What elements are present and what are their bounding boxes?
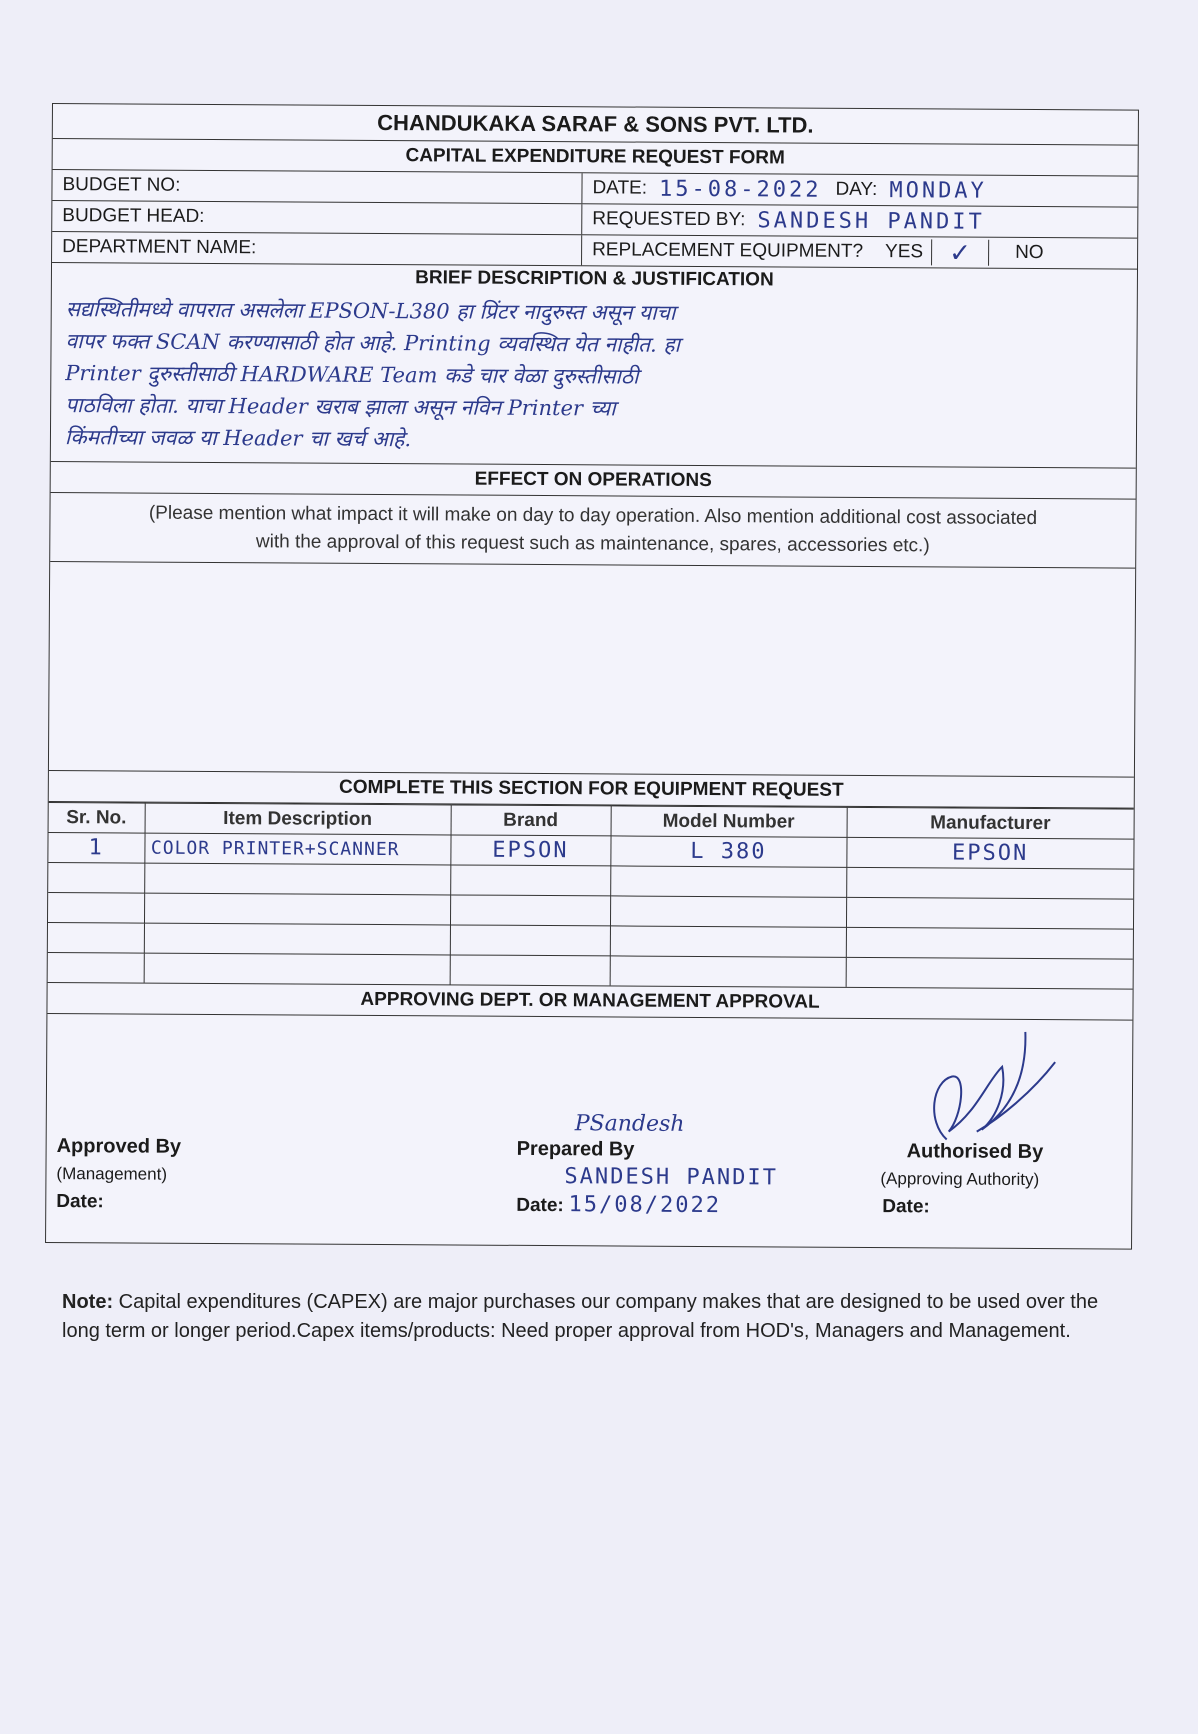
col-brand: Brand: [451, 805, 611, 836]
justification-heading: BRIEF DESCRIPTION & JUSTIFICATION: [415, 267, 774, 291]
effect-note-line: (Please mention what impact it will make on day to day operation. Also mention additional cost associated: [148, 502, 1038, 530]
budget-no-label: BUDGET NO:: [52, 170, 582, 203]
requested-by-label: REQUESTED BY:: [592, 208, 746, 231]
cell-manufacturer[interactable]: EPSON: [846, 837, 1133, 869]
approval-section: [46, 1014, 1132, 1249]
justification-line: Printer दुरुस्तीसाठी HARDWARE Team कडे चार वेळा दुरुस्तीसाठी: [65, 361, 639, 389]
col-sr-no: Sr. No.: [49, 802, 145, 833]
cell-sr-no[interactable]: [48, 892, 144, 923]
effect-note-row: [50, 493, 1135, 569]
company-name: CHANDUKAKA SARAF & SONS PVT. LTD.: [53, 104, 1138, 146]
effect-heading: EFFECT ON OPERATIONS: [51, 462, 1136, 500]
cell-sr-no[interactable]: [48, 862, 144, 893]
cell-model-number[interactable]: [610, 926, 846, 957]
authorised-by-sub: (Approving Authority): [880, 1169, 1040, 1190]
cell-brand[interactable]: [450, 955, 610, 985]
equipment-heading: COMPLETE THIS SECTION FOR EQUIPMENT REQUEST: [49, 771, 1134, 809]
approved-by-label: Approved By: [56, 1135, 182, 1158]
replacement-cell: [582, 235, 1137, 268]
col-item-description: Item Description: [145, 803, 451, 835]
note-label: Note:: [62, 1291, 114, 1313]
requested-by-value: SANDESH PANDIT: [757, 207, 985, 235]
justification-text: [51, 289, 694, 465]
cell-model-number[interactable]: [610, 896, 846, 927]
cell-item-description[interactable]: [144, 893, 450, 925]
cell-manufacturer[interactable]: [846, 957, 1133, 988]
day-label: DAY:: [835, 178, 878, 201]
effect-note: [50, 493, 1135, 568]
date-label: DATE:: [592, 177, 648, 199]
cell-sr-no[interactable]: [48, 922, 144, 953]
authorised-date-label: Date:: [882, 1196, 930, 1218]
cell-item-description[interactable]: COLOR PRINTER+SCANNER: [144, 833, 450, 865]
cell-manufacturer[interactable]: [846, 897, 1133, 929]
prepared-signature: PSandesh: [574, 1111, 685, 1137]
cell-brand[interactable]: EPSON: [450, 835, 610, 866]
cell-model-number[interactable]: [610, 866, 846, 897]
prepared-name: SANDESH PANDIT: [564, 1164, 778, 1191]
approval-heading: APPROVING DEPT. OR MANAGEMENT APPROVAL: [47, 983, 1132, 1021]
justification-line: वापर फक्त SCAN करण्यासाठी होत आहे. Printing व्यवस्थित येत नाहीत. हा: [65, 329, 681, 357]
department-label: DEPARTMENT NAME:: [52, 232, 582, 265]
authorised-by-label: Authorised By: [906, 1140, 1044, 1164]
effect-input-area[interactable]: [49, 562, 1135, 778]
equipment-table: [48, 802, 1134, 989]
date-day-cell: [582, 173, 1137, 206]
cell-item-description[interactable]: [144, 953, 450, 984]
cell-brand[interactable]: [450, 925, 610, 956]
prepared-date-label: Date:: [516, 1194, 564, 1217]
col-manufacturer: Manufacturer: [847, 807, 1134, 839]
yes-checkbox[interactable]: ✓: [931, 239, 989, 265]
capex-form: [45, 103, 1139, 1250]
footer-note: [62, 1288, 1132, 1346]
cell-model-number[interactable]: L 380: [610, 836, 846, 867]
prepared-date-value: 15/08/2022: [568, 1192, 722, 1219]
cell-item-description[interactable]: [144, 863, 450, 895]
prepared-by-block: [516, 1135, 778, 1222]
budget-head-label: BUDGET HEAD:: [52, 201, 582, 234]
replacement-label: REPLACEMENT EQUIPMENT?: [592, 239, 864, 262]
effect-note-line: with the approval of this request such as maintenance, spares, accessories etc.): [255, 531, 930, 557]
cell-manufacturer[interactable]: [846, 927, 1133, 959]
justification-line: पाठविला होता. याचा Header खराब झाला असून नविन Printer च्या: [65, 393, 616, 421]
justification-section: [51, 289, 1137, 469]
cell-brand[interactable]: [450, 865, 610, 896]
form-title: CAPITAL EXPENDITURE REQUEST FORM: [53, 139, 1138, 177]
equipment-section: [48, 802, 1134, 990]
prepared-by-label: Prepared By: [516, 1137, 635, 1161]
justification-line: सद्यस्थितीमध्ये वापरात असलेला EPSON-L380 हा प्रिंटर नादुरुस्त असून याचा: [65, 297, 676, 325]
cell-sr-no[interactable]: 1: [48, 832, 144, 863]
col-model-number: Model Number: [611, 806, 847, 837]
cell-sr-no[interactable]: [48, 952, 144, 982]
cell-brand[interactable]: [450, 895, 610, 926]
approved-by-sub: (Management): [56, 1164, 168, 1184]
note-text: Capital expenditures (CAPEX) are major purchases our company makes that are designed to be used over the long term or longer period.Capex items/products: Need proper approval from HOD's, Managers and Management.: [62, 1291, 1099, 1342]
no-label: NO: [1015, 241, 1044, 264]
requested-by-cell: [582, 204, 1137, 237]
approved-by-block: [56, 1132, 181, 1217]
date-value: 15-08-2022: [658, 176, 822, 203]
yes-label: YES: [885, 241, 924, 263]
authorised-signature: [907, 1021, 1058, 1152]
cell-model-number[interactable]: [610, 956, 846, 987]
cell-item-description[interactable]: [144, 923, 450, 955]
approved-date-label: Date:: [56, 1191, 104, 1213]
cell-manufacturer[interactable]: [846, 867, 1133, 899]
authorised-by-block: [876, 1137, 1043, 1222]
day-value: MONDAY: [889, 177, 987, 204]
justification-line: किंमतीच्या जवळ या Header चा खर्च आहे.: [64, 425, 412, 452]
